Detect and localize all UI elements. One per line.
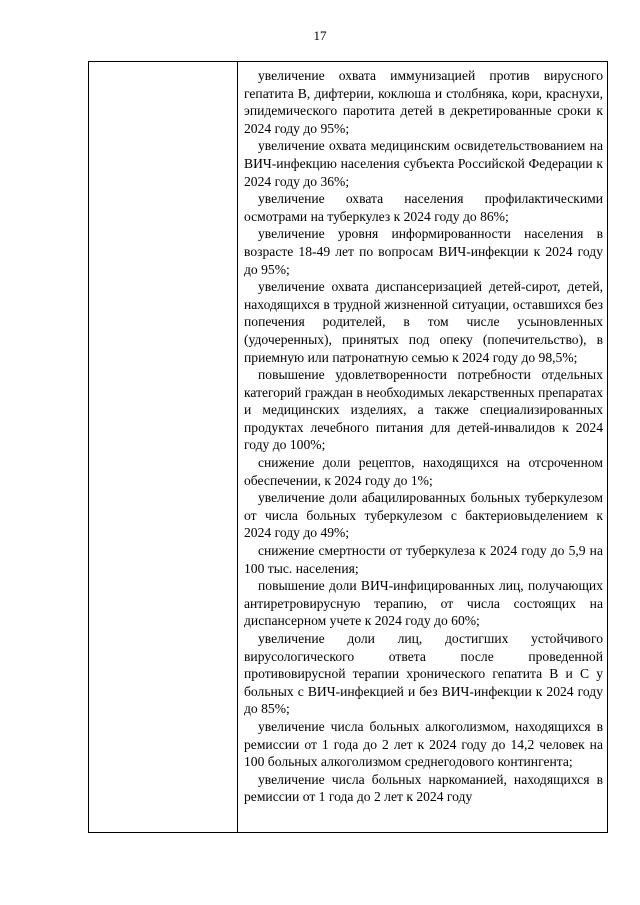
page-number: 17 bbox=[313, 28, 327, 43]
list-item: увеличение охвата медицинским освидетельствованием на ВИЧ-инфекцию населения субъекта Российской Федерации к 2024 году до 36%; bbox=[244, 138, 603, 189]
list-item: увеличение охвата диспансеризацией детей-сирот, детей, находящихся в трудной жизненной ситуации, оставшихся без попечения родителей, в том числе усыновленных (удочеренных), принятых под опеку (попечительство), в приемную или патронатную семью к 2024 году до 98,5%; bbox=[244, 279, 603, 365]
table-left-cell bbox=[89, 62, 238, 832]
list-item: увеличение числа больных наркоманией, находящихся в ремиссии от 1 года до 2 лет к 2024 году bbox=[244, 771, 603, 805]
list-item: увеличение доли лиц, достигших устойчивого вирусологического ответа после проведенной противовирусной терапии хронического гепатита В и С у больных с ВИЧ-инфекцией и без ВИЧ-инфекции к 2024 году до 85%; bbox=[244, 631, 603, 717]
list-item: снижение доли рецептов, находящихся на отсроченном обеспечении, к 2024 году до 1%; bbox=[244, 455, 603, 488]
list-item: увеличение уровня информированности населения в возрасте 18-49 лет по вопросам ВИЧ-инфекции к 2024 году до 95%; bbox=[244, 226, 603, 277]
list-item: снижение смертности от туберкулеза к 2024 году до 5,9 на 100 тыс. населения; bbox=[244, 543, 603, 576]
table-right-cell bbox=[238, 62, 607, 832]
list-item: увеличение охвата иммунизацией против вирусного гепатита В, дифтерии, коклюша и столбняка, кори, краснухи, эпидемического паротита детей в декретированные сроки к 2024 году до 95%; bbox=[244, 68, 603, 136]
list-item: увеличение охвата населения профилактическими осмотрами на туберкулез к 2024 году до 86%; bbox=[244, 191, 603, 224]
list-item: повышение доли ВИЧ-инфицированных лиц, получающих антиретровирусную терапию, от числа состоящих на диспансерном учете к 2024 году до 60%; bbox=[244, 578, 603, 629]
list-item: повышение удовлетворенности потребности отдельных категорий граждан в необходимых лекарственных препаратах и медицинских изделиях, а также специализированных продуктах лечебного питания для детей-инвалидов к 2024 году до 100%; bbox=[244, 367, 603, 453]
list-item: увеличение доли абацилированных больных туберкулезом от числа больных туберкулезом с бактериовыделением к 2024 году до 49%; bbox=[244, 490, 603, 541]
document-table bbox=[88, 61, 608, 833]
list-item: увеличение числа больных алкоголизмом, находящихся в ремиссии от 1 года до 2 лет к 2024 году до 14,2 человек на 100 больных алкоголизмом среднегодового контингента; bbox=[244, 718, 603, 770]
